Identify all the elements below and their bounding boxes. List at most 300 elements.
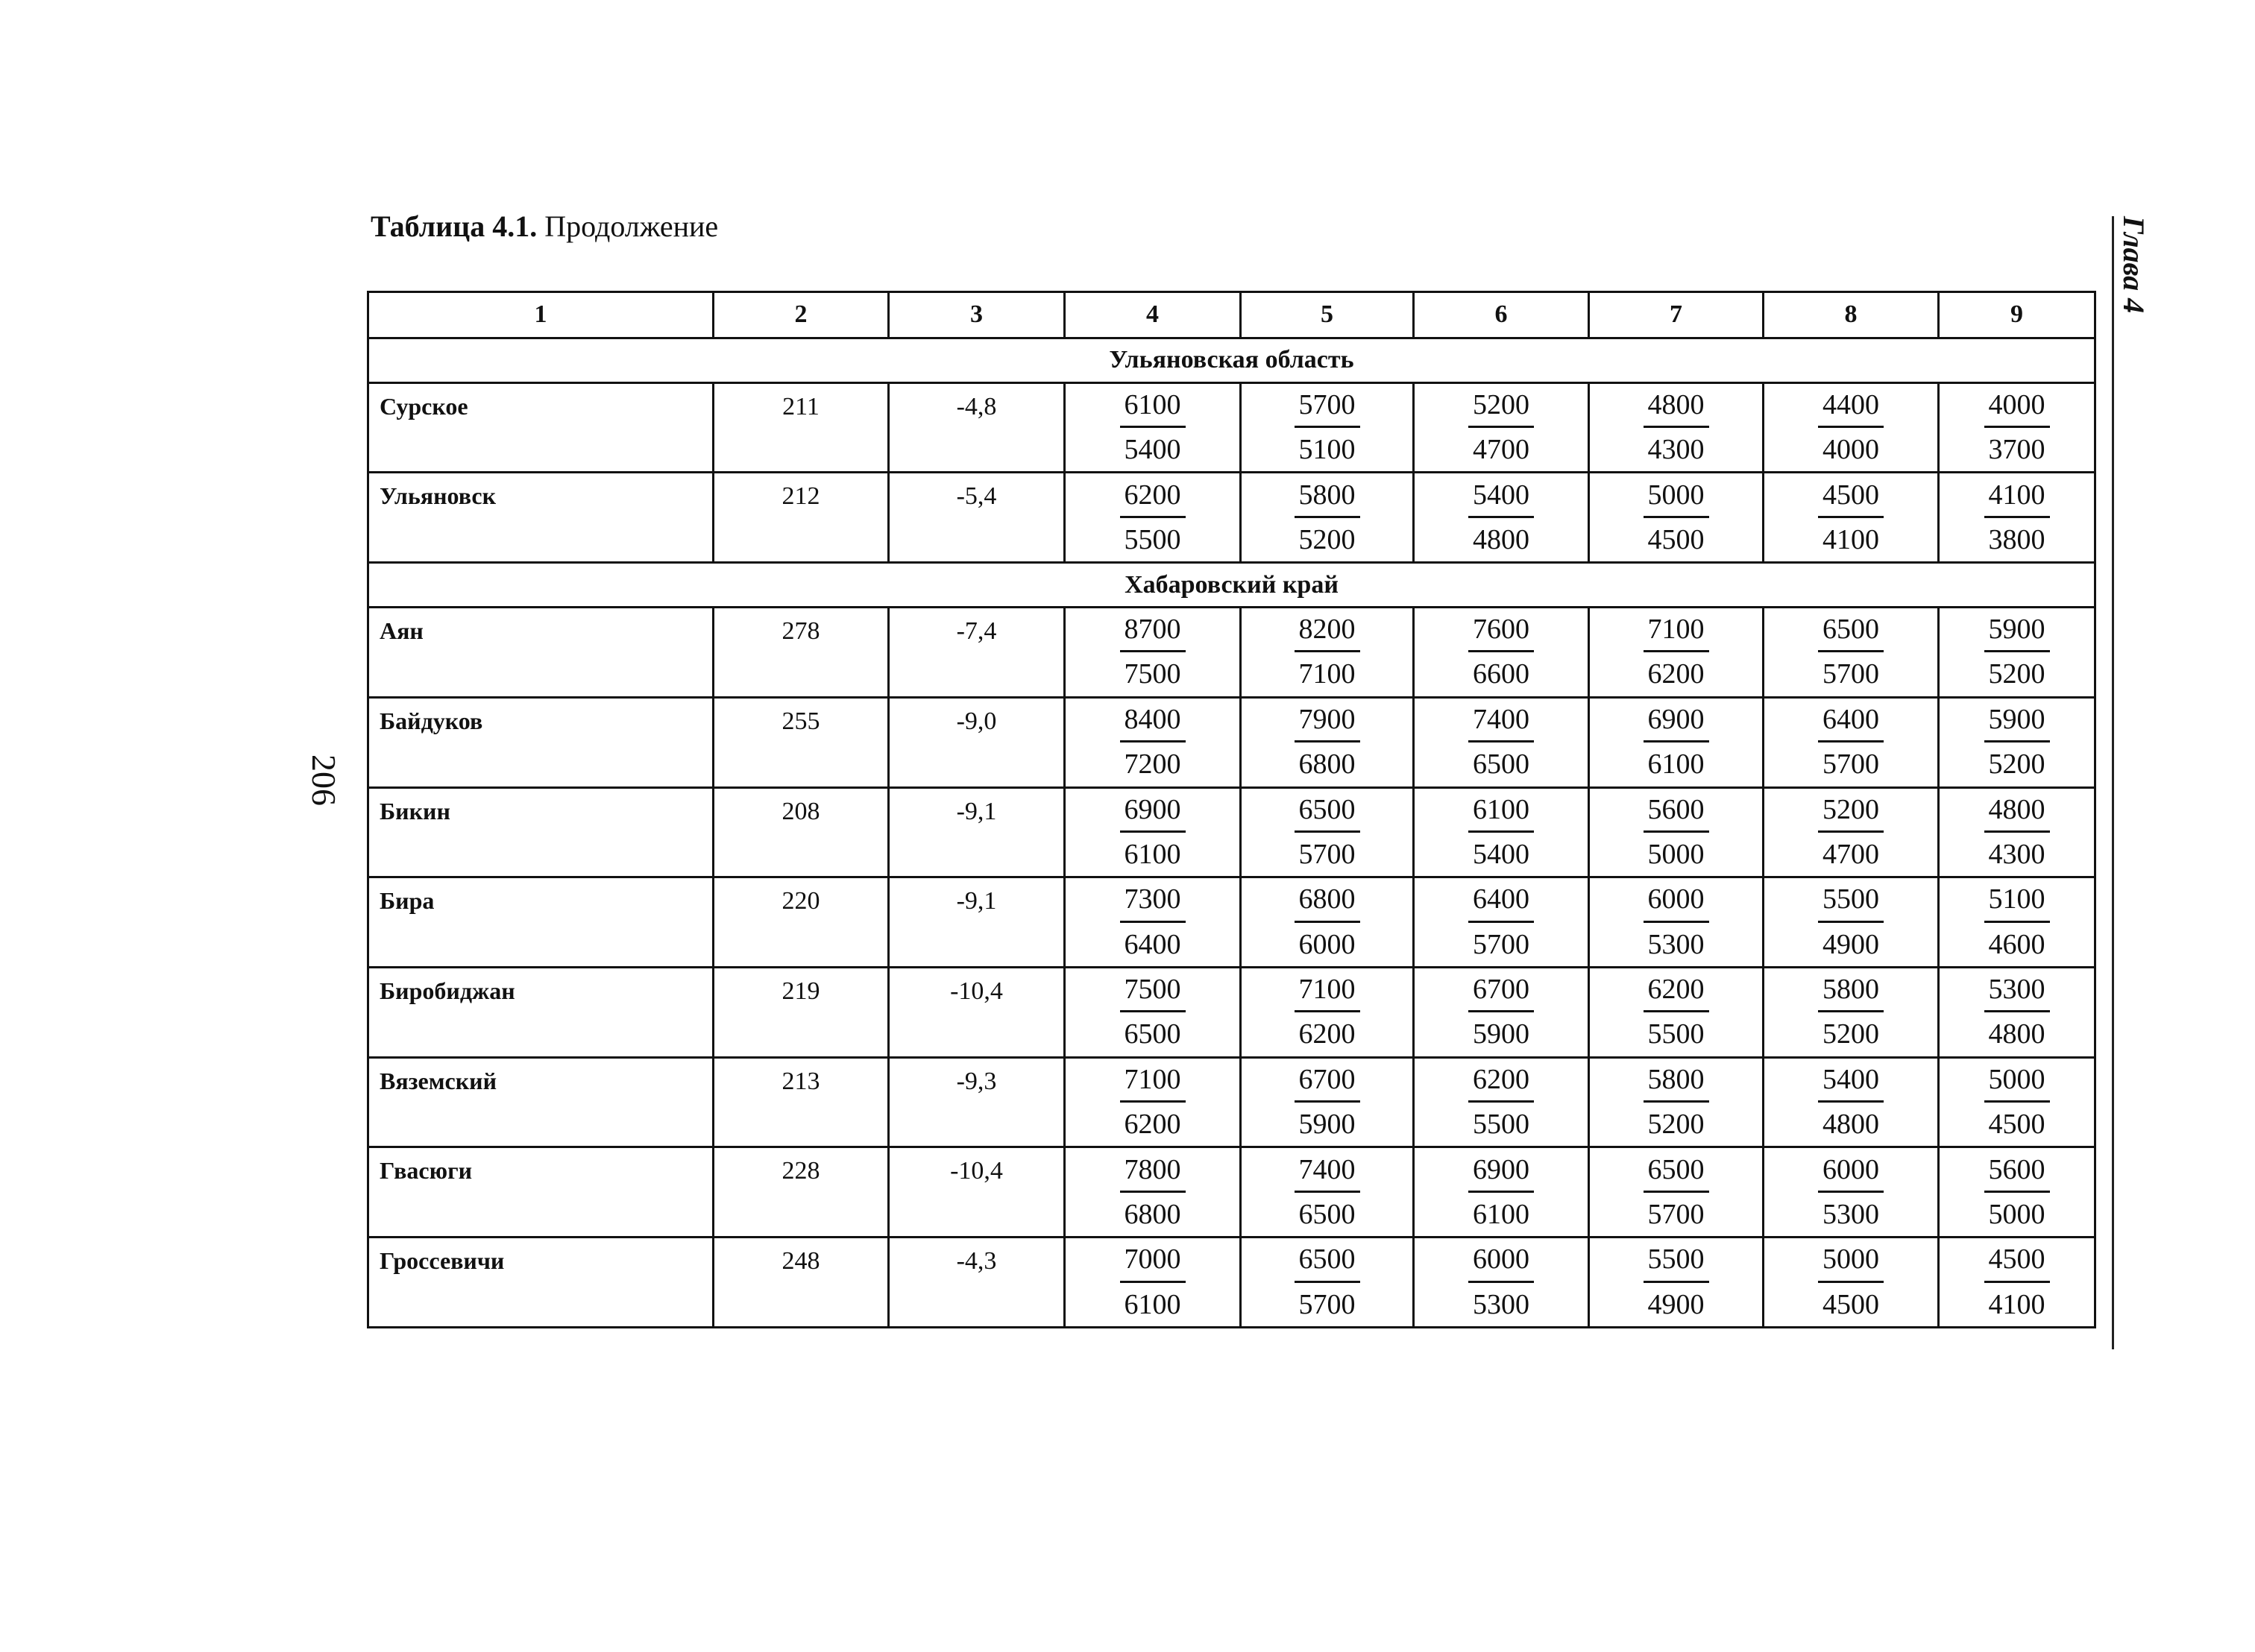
fraction-cell <box>1414 787 1589 877</box>
fraction-cell <box>1414 608 1589 698</box>
fraction-cell <box>1764 382 1939 473</box>
fraction-cell <box>1241 382 1414 473</box>
header-row <box>368 292 2095 338</box>
fraction <box>1818 791 1884 874</box>
fraction-cell <box>1414 877 1589 968</box>
fraction-cell <box>1065 697 1241 787</box>
fraction-cell <box>1764 1238 1939 1328</box>
table-row <box>368 968 2095 1058</box>
fraction-denominator: 5000 <box>1647 838 1705 870</box>
fraction <box>1644 611 1709 694</box>
fraction-numerator: 5100 <box>1984 880 2050 922</box>
fraction-cell <box>1414 1238 1589 1328</box>
fraction <box>1818 701 1884 784</box>
fraction-denominator: 5300 <box>1473 1288 1529 1320</box>
location-name: Бира <box>368 877 714 968</box>
fraction-denominator: 5300 <box>1822 1198 1879 1230</box>
fraction-numerator: 8400 <box>1120 701 1186 743</box>
fraction-cell <box>1241 1238 1414 1328</box>
fraction-numerator: 6200 <box>1644 971 1709 1012</box>
cell-col2: 255 <box>714 697 889 787</box>
fraction <box>1120 1061 1186 1144</box>
column-header: 9 <box>1939 292 2095 338</box>
fraction <box>1644 476 1709 560</box>
fraction <box>1295 476 1360 560</box>
fraction-cell <box>1241 787 1414 877</box>
fraction-denominator: 3800 <box>1988 523 2045 555</box>
fraction-numerator: 6000 <box>1644 880 1709 922</box>
fraction-cell <box>1589 1238 1764 1328</box>
fraction-cell <box>1764 608 1939 698</box>
fraction-cell <box>1589 608 1764 698</box>
location-name: Гвасюги <box>368 1147 714 1238</box>
fraction-cell <box>1065 1147 1241 1238</box>
fraction-denominator: 6100 <box>1647 748 1705 781</box>
fraction-cell <box>1939 473 2095 563</box>
region-title: Ульяновская область <box>368 338 2095 382</box>
page-number: 206 <box>305 754 343 806</box>
fraction <box>1644 971 1709 1054</box>
fraction-denominator: 5900 <box>1298 1109 1356 1141</box>
cell-col3: -9,3 <box>889 1057 1065 1147</box>
table-caption-label: Таблица 4.1. <box>371 209 538 243</box>
fraction-denominator: 4900 <box>1822 928 1879 960</box>
cell-col2: 208 <box>714 787 889 877</box>
fraction-numerator: 4500 <box>1818 476 1884 518</box>
fraction <box>1644 701 1709 784</box>
fraction-numerator: 4100 <box>1984 476 2050 518</box>
fraction-numerator: 6400 <box>1818 701 1884 743</box>
fraction-denominator: 4800 <box>1473 523 1529 555</box>
fraction-numerator: 6500 <box>1295 1240 1360 1282</box>
fraction-denominator: 6200 <box>1647 658 1705 690</box>
fraction-cell <box>1589 1057 1764 1147</box>
fraction-numerator: 5000 <box>1984 1061 2050 1103</box>
fraction-cell <box>1241 1147 1414 1238</box>
cell-col3: -10,4 <box>889 1147 1065 1238</box>
fraction-numerator: 6500 <box>1818 611 1884 652</box>
fraction <box>1468 1061 1534 1144</box>
fraction-cell <box>1764 1147 1939 1238</box>
fraction-denominator: 6800 <box>1298 748 1356 781</box>
fraction-numerator: 7100 <box>1120 1061 1186 1103</box>
column-header: 3 <box>889 292 1065 338</box>
fraction-denominator: 6200 <box>1298 1018 1356 1050</box>
fraction-numerator: 7400 <box>1468 701 1534 743</box>
fraction <box>1468 971 1534 1054</box>
fraction-numerator: 5000 <box>1644 476 1709 518</box>
fraction-cell <box>1764 1057 1939 1147</box>
fraction-numerator: 5800 <box>1818 971 1884 1012</box>
fraction-numerator: 7800 <box>1120 1151 1186 1193</box>
cell-col2: 228 <box>714 1147 889 1238</box>
location-name: Вяземский <box>368 1057 714 1147</box>
fraction-denominator: 5200 <box>1298 523 1356 555</box>
fraction-numerator: 6900 <box>1468 1151 1534 1193</box>
fraction-denominator: 4700 <box>1473 434 1529 466</box>
fraction-numerator: 7000 <box>1120 1240 1186 1282</box>
location-name: Гроссевичи <box>368 1238 714 1328</box>
fraction-numerator: 5900 <box>1984 701 2050 743</box>
fraction-cell <box>1589 968 1764 1058</box>
fraction-denominator: 6500 <box>1298 1198 1356 1230</box>
fraction-denominator: 4500 <box>1822 1288 1879 1320</box>
fraction <box>1120 880 1186 964</box>
fraction <box>1818 476 1884 560</box>
fraction-denominator: 5500 <box>1124 523 1181 555</box>
fraction-numerator: 5900 <box>1984 611 2050 652</box>
fraction-denominator: 6500 <box>1124 1018 1181 1050</box>
fraction-denominator: 5700 <box>1473 928 1529 960</box>
fraction <box>1984 971 2050 1054</box>
fraction-numerator: 5500 <box>1818 880 1884 922</box>
fraction <box>1295 611 1360 694</box>
fraction <box>1984 880 2050 964</box>
cell-col2: 212 <box>714 473 889 563</box>
fraction-cell <box>1939 1147 2095 1238</box>
fraction-denominator: 5700 <box>1298 1288 1356 1320</box>
fraction <box>1468 611 1534 694</box>
table-row <box>368 877 2095 968</box>
fraction <box>1295 1061 1360 1144</box>
fraction-cell <box>1589 473 1764 563</box>
fraction-denominator: 6100 <box>1473 1198 1529 1230</box>
fraction <box>1468 880 1534 964</box>
fraction-denominator: 3700 <box>1988 434 2045 466</box>
fraction <box>1644 791 1709 874</box>
side-rule <box>2112 216 2114 1349</box>
fraction <box>1818 880 1884 964</box>
fraction-numerator: 5800 <box>1295 476 1360 518</box>
fraction <box>1468 701 1534 784</box>
chapter-side-header <box>2117 216 2166 343</box>
fraction-cell <box>1939 877 2095 968</box>
fraction <box>1120 476 1186 560</box>
fraction <box>1984 1151 2050 1235</box>
table-caption <box>371 209 718 244</box>
fraction-cell <box>1414 382 1589 473</box>
fraction-denominator: 5200 <box>1988 748 2045 781</box>
fraction-cell <box>1939 608 2095 698</box>
fraction-numerator: 6900 <box>1644 701 1709 743</box>
chapter-label: Глава 4 <box>2117 216 2151 314</box>
table-row <box>368 697 2095 787</box>
fraction-denominator: 6200 <box>1124 1109 1181 1141</box>
fraction-cell <box>1065 608 1241 698</box>
fraction-numerator: 6800 <box>1295 880 1360 922</box>
fraction <box>1644 386 1709 470</box>
table-row <box>368 787 2095 877</box>
fraction <box>1295 701 1360 784</box>
fraction-cell <box>1589 877 1764 968</box>
fraction-cell <box>1764 787 1939 877</box>
fraction-cell <box>1939 1057 2095 1147</box>
fraction-cell <box>1065 1238 1241 1328</box>
fraction-denominator: 4100 <box>1988 1288 2045 1320</box>
fraction-cell <box>1589 382 1764 473</box>
fraction <box>1818 386 1884 470</box>
table-row <box>368 1147 2095 1238</box>
fraction-numerator: 6000 <box>1468 1240 1534 1282</box>
fraction-numerator: 5700 <box>1295 386 1360 428</box>
fraction-numerator: 7500 <box>1120 971 1186 1012</box>
cell-col3: -9,1 <box>889 787 1065 877</box>
fraction-denominator: 4600 <box>1988 928 2045 960</box>
fraction-denominator: 6100 <box>1124 838 1181 870</box>
fraction <box>1295 1151 1360 1235</box>
fraction-cell <box>1939 697 2095 787</box>
fraction-cell <box>1241 1057 1414 1147</box>
fraction-cell <box>1065 877 1241 968</box>
fraction-numerator: 6500 <box>1295 791 1360 833</box>
fraction-denominator: 5100 <box>1298 434 1356 466</box>
fraction-denominator: 5200 <box>1988 658 2045 690</box>
fraction-denominator: 6800 <box>1124 1198 1181 1230</box>
fraction <box>1818 1240 1884 1324</box>
fraction-numerator: 4800 <box>1984 791 2050 833</box>
fraction-denominator: 5300 <box>1647 928 1705 960</box>
fraction <box>1468 386 1534 470</box>
fraction-numerator: 6100 <box>1120 386 1186 428</box>
cell-col2: 211 <box>714 382 889 473</box>
fraction <box>1644 880 1709 964</box>
fraction-cell <box>1939 1238 2095 1328</box>
fraction-cell <box>1764 877 1939 968</box>
fraction-numerator: 8200 <box>1295 611 1360 652</box>
fraction-numerator: 4400 <box>1818 386 1884 428</box>
location-name: Бикин <box>368 787 714 877</box>
fraction-numerator: 7100 <box>1295 971 1360 1012</box>
fraction-numerator: 5800 <box>1644 1061 1709 1103</box>
cell-col3: -9,1 <box>889 877 1065 968</box>
fraction-denominator: 4800 <box>1988 1018 2045 1050</box>
fraction-denominator: 5900 <box>1473 1018 1529 1050</box>
fraction-denominator: 6600 <box>1473 658 1529 690</box>
fraction-denominator: 4300 <box>1647 434 1705 466</box>
fraction-numerator: 7300 <box>1120 880 1186 922</box>
fraction-numerator: 5200 <box>1818 791 1884 833</box>
cell-col2: 220 <box>714 877 889 968</box>
fraction-denominator: 7200 <box>1124 748 1181 781</box>
fraction <box>1295 880 1360 964</box>
fraction-numerator: 5600 <box>1644 791 1709 833</box>
region-row <box>368 338 2095 382</box>
fraction-cell <box>1939 382 2095 473</box>
fraction <box>1295 1240 1360 1324</box>
fraction <box>1120 791 1186 874</box>
fraction-numerator: 6700 <box>1468 971 1534 1012</box>
fraction-cell <box>1589 1147 1764 1238</box>
fraction-denominator: 5500 <box>1473 1109 1529 1141</box>
region-row <box>368 563 2095 608</box>
fraction-numerator: 7100 <box>1644 611 1709 652</box>
fraction-denominator: 4500 <box>1647 523 1705 555</box>
fraction-cell <box>1414 1147 1589 1238</box>
fraction <box>1644 1151 1709 1235</box>
column-header: 8 <box>1764 292 1939 338</box>
fraction-denominator: 4000 <box>1822 434 1879 466</box>
fraction <box>1818 611 1884 694</box>
fraction-numerator: 6200 <box>1468 1061 1534 1103</box>
fraction <box>1120 1240 1186 1324</box>
table-row <box>368 608 2095 698</box>
cell-col2: 219 <box>714 968 889 1058</box>
fraction-denominator: 6000 <box>1298 928 1356 960</box>
fraction-denominator: 6100 <box>1124 1288 1181 1320</box>
fraction-numerator: 4000 <box>1984 386 2050 428</box>
fraction-numerator: 7400 <box>1295 1151 1360 1193</box>
fraction-cell <box>1241 697 1414 787</box>
fraction-cell <box>1764 697 1939 787</box>
table-row <box>368 1238 2095 1328</box>
fraction-denominator: 4500 <box>1988 1109 2045 1141</box>
fraction-denominator: 5200 <box>1647 1109 1705 1141</box>
fraction-denominator: 5400 <box>1473 838 1529 870</box>
fraction-cell <box>1414 697 1589 787</box>
fraction-cell <box>1241 968 1414 1058</box>
fraction-numerator: 7600 <box>1468 611 1534 652</box>
fraction-numerator: 5400 <box>1468 476 1534 518</box>
fraction <box>1984 701 2050 784</box>
fraction-cell <box>1414 473 1589 563</box>
location-name: Ульяновск <box>368 473 714 563</box>
fraction-numerator: 5600 <box>1984 1151 2050 1193</box>
fraction-numerator: 5000 <box>1818 1240 1884 1282</box>
cell-col3: -4,8 <box>889 382 1065 473</box>
fraction-cell <box>1764 968 1939 1058</box>
cell-col3: -10,4 <box>889 968 1065 1058</box>
fraction-numerator: 4800 <box>1644 386 1709 428</box>
fraction-denominator: 5700 <box>1298 838 1356 870</box>
fraction-denominator: 5700 <box>1647 1198 1705 1230</box>
fraction <box>1295 386 1360 470</box>
fraction <box>1120 611 1186 694</box>
fraction-numerator: 6100 <box>1468 791 1534 833</box>
location-name: Сурское <box>368 382 714 473</box>
fraction <box>1120 971 1186 1054</box>
fraction-cell <box>1065 473 1241 563</box>
cell-col3: -4,3 <box>889 1238 1065 1328</box>
fraction-numerator: 6000 <box>1818 1151 1884 1193</box>
fraction-numerator: 5200 <box>1468 386 1534 428</box>
fraction-cell <box>1065 787 1241 877</box>
table-row <box>368 473 2095 563</box>
fraction-numerator: 8700 <box>1120 611 1186 652</box>
fraction <box>1984 476 2050 560</box>
fraction-numerator: 5500 <box>1644 1240 1709 1282</box>
fraction <box>1295 791 1360 874</box>
fraction-numerator: 7900 <box>1295 701 1360 743</box>
fraction-cell <box>1241 473 1414 563</box>
fraction <box>1818 1061 1884 1144</box>
fraction-denominator: 5400 <box>1124 434 1181 466</box>
cell-col2: 278 <box>714 608 889 698</box>
fraction <box>1120 701 1186 784</box>
fraction-cell <box>1241 608 1414 698</box>
location-name: Биробиджан <box>368 968 714 1058</box>
column-header: 6 <box>1414 292 1589 338</box>
fraction-cell <box>1939 968 2095 1058</box>
fraction-numerator: 5300 <box>1984 971 2050 1012</box>
fraction-numerator: 6700 <box>1295 1061 1360 1103</box>
data-table <box>367 291 2096 1328</box>
fraction <box>1295 971 1360 1054</box>
fraction-denominator: 5500 <box>1647 1018 1705 1050</box>
fraction <box>1984 1240 2050 1324</box>
fraction-cell <box>1065 382 1241 473</box>
fraction <box>1120 1151 1186 1235</box>
cell-col3: -9,0 <box>889 697 1065 787</box>
fraction-cell <box>1065 1057 1241 1147</box>
fraction-cell <box>1589 787 1764 877</box>
fraction-numerator: 6400 <box>1468 880 1534 922</box>
fraction-numerator: 6500 <box>1644 1151 1709 1193</box>
fraction <box>1468 1240 1534 1324</box>
location-name: Байдуков <box>368 697 714 787</box>
location-name: Аян <box>368 608 714 698</box>
fraction-denominator: 4300 <box>1988 838 2045 870</box>
fraction <box>1984 791 2050 874</box>
fraction-denominator: 6400 <box>1124 928 1181 960</box>
fraction-numerator: 6900 <box>1120 791 1186 833</box>
fraction-numerator: 4500 <box>1984 1240 2050 1282</box>
fraction-cell <box>1414 968 1589 1058</box>
cell-col2: 248 <box>714 1238 889 1328</box>
fraction <box>1120 386 1186 470</box>
fraction <box>1984 1061 2050 1144</box>
cell-col3: -5,4 <box>889 473 1065 563</box>
fraction <box>1818 1151 1884 1235</box>
cell-col3: -7,4 <box>889 608 1065 698</box>
fraction <box>1984 611 2050 694</box>
table-row <box>368 382 2095 473</box>
fraction-cell <box>1414 1057 1589 1147</box>
fraction <box>1468 1151 1534 1235</box>
fraction <box>1818 971 1884 1054</box>
fraction-denominator: 5700 <box>1822 658 1879 690</box>
fraction-denominator: 4900 <box>1647 1288 1705 1320</box>
fraction-denominator: 4100 <box>1822 523 1879 555</box>
fraction-denominator: 4700 <box>1822 838 1879 870</box>
cell-col2: 213 <box>714 1057 889 1147</box>
fraction-cell <box>1764 473 1939 563</box>
fraction-cell <box>1065 968 1241 1058</box>
column-header: 1 <box>368 292 714 338</box>
fraction <box>1468 476 1534 560</box>
column-header: 2 <box>714 292 889 338</box>
table-row <box>368 1057 2095 1147</box>
column-header: 7 <box>1589 292 1764 338</box>
fraction <box>1644 1240 1709 1324</box>
fraction <box>1468 791 1534 874</box>
fraction-numerator: 5400 <box>1818 1061 1884 1103</box>
fraction-numerator: 6200 <box>1120 476 1186 518</box>
fraction <box>1984 386 2050 470</box>
region-title: Хабаровский край <box>368 563 2095 608</box>
fraction-cell <box>1589 697 1764 787</box>
fraction-denominator: 7100 <box>1298 658 1356 690</box>
column-header: 4 <box>1065 292 1241 338</box>
fraction-cell <box>1241 877 1414 968</box>
fraction <box>1644 1061 1709 1144</box>
fraction-denominator: 7500 <box>1124 658 1181 690</box>
fraction-cell <box>1939 787 2095 877</box>
column-header: 5 <box>1241 292 1414 338</box>
fraction-denominator: 6500 <box>1473 748 1529 781</box>
fraction-denominator: 5700 <box>1822 748 1879 781</box>
fraction-denominator: 5000 <box>1988 1198 2045 1230</box>
fraction-denominator: 4800 <box>1822 1109 1879 1141</box>
